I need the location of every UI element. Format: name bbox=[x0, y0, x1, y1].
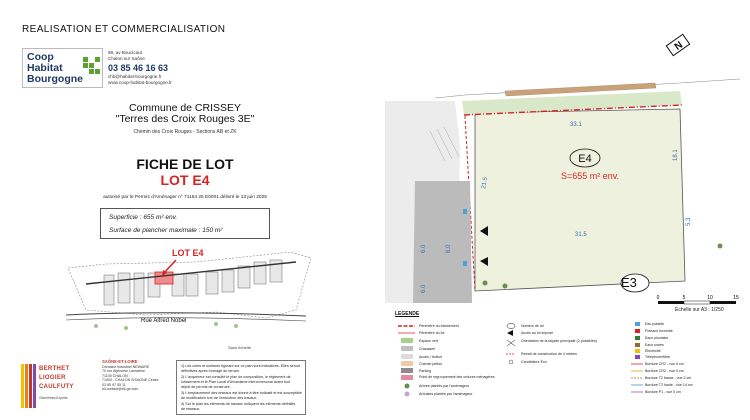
water-marker bbox=[463, 261, 467, 266]
lot-pointer-arrow bbox=[164, 260, 176, 273]
legend-item: Chemin piéton bbox=[419, 362, 443, 366]
legend-item: Arbustes plantés par l'aménageur bbox=[419, 392, 473, 396]
logo-line-2: Habitat bbox=[27, 62, 63, 74]
legend-item: Arbres plantés par l'aménageur bbox=[419, 384, 470, 388]
website: www.coop-habitat-bourgogne.fr bbox=[108, 80, 172, 85]
scale-tick: 10 bbox=[707, 295, 713, 301]
dim-left: 21.5 bbox=[481, 176, 489, 190]
legend-item: Eaux usées bbox=[645, 343, 664, 347]
surveyor-name-2: LIOGIER bbox=[39, 375, 66, 381]
note-line: 2) L'acquéreur est consulté le plan de composition, le règlement de bbox=[181, 375, 291, 379]
phone: 03 85 46 16 63 bbox=[108, 63, 169, 73]
logo-line-1: Coop bbox=[27, 51, 54, 63]
logo-grid-icon bbox=[83, 57, 100, 74]
plan-area: S=655 m² env. bbox=[560, 171, 620, 181]
note-line: 1) Les cotes et surfaces figurant sur ce plan sont indicatives. Elles seront bbox=[181, 364, 301, 368]
permis-line: autorisé par le Permis d'Aménager n° 71154 25 E0001 délivré le 13 juin 2025 bbox=[103, 195, 267, 200]
surveyor-logo bbox=[21, 360, 97, 415]
surveyor-tagline: Géomètres-Experts bbox=[39, 396, 68, 400]
legend-item: Bordure T3 haute - vue 14 cm bbox=[645, 383, 693, 387]
surveyor-address-line: 71100 CHALON bbox=[102, 373, 128, 378]
legend-item: Accès / trottoir bbox=[419, 355, 442, 359]
note-line: 3) L'emplacement des réseaux est donné à titre indicatif et est susceptible bbox=[181, 391, 302, 395]
note-line: dépôt de permis de construire. bbox=[181, 385, 231, 389]
dim-right-small: 5.3 bbox=[686, 217, 692, 226]
surveyor-address-title: SAÔNE-ET-LOIRE bbox=[102, 359, 138, 364]
dim-bottom: 31.5 bbox=[575, 232, 587, 238]
legend bbox=[393, 318, 750, 418]
surveyor-bars-icon bbox=[21, 364, 36, 408]
legend-item: Orientation de la façade principale (2 possibles) bbox=[521, 339, 597, 343]
note-line: de modification lors de l'exécution des travaux. bbox=[181, 396, 258, 400]
north-arrow-icon bbox=[666, 34, 690, 56]
neighbor-lot-label: E3 bbox=[621, 275, 637, 290]
legend-item: Eau potable bbox=[645, 322, 665, 326]
legend-item: Électricité bbox=[645, 349, 661, 353]
dim-right: 18.1 bbox=[673, 149, 679, 161]
superficie: Superficie : 655 m² env. bbox=[109, 214, 178, 221]
parking-dim: 6.0 bbox=[421, 284, 427, 293]
plan-lot-id: E4 bbox=[578, 153, 592, 165]
surveyor-name-3: CAULFUTY bbox=[39, 384, 74, 390]
lot-plan bbox=[385, 31, 740, 303]
location-lot-label: LOT E4 bbox=[172, 248, 204, 258]
dim-top: 33.1 bbox=[570, 122, 582, 128]
project-chemin: Chemin des Croix Rouges - Sections AB et ZK bbox=[133, 129, 237, 135]
legend-item: Périmètre du lotissement bbox=[419, 324, 459, 328]
surveyor-address-line: 03 85 97 55 11 bbox=[102, 382, 126, 387]
legend-item: Point de regroupement des ordures ménagères bbox=[419, 375, 495, 379]
promoter-contact bbox=[108, 48, 208, 90]
project-title bbox=[110, 103, 260, 125]
commune: Commune de CRISSEY bbox=[128, 102, 242, 114]
legend-item: Bordure CR2 - vue 0 cm bbox=[645, 369, 684, 373]
surveyor-address-line: bll.contact@bll-ge.com bbox=[102, 387, 139, 391]
surveyor-address-line: 71000 - CHALON S/SAONE Cedex bbox=[102, 378, 159, 382]
scale-tick: 15 bbox=[733, 295, 739, 301]
surveyor-address bbox=[102, 360, 170, 392]
note-line: 4) Sur le plan les éléments de travaux indiquent les éléments définitifs bbox=[181, 402, 296, 406]
scale-note: Sans échelle bbox=[228, 345, 251, 350]
legend-item: Bordure P1 - vue 0 cm bbox=[645, 390, 681, 394]
north-label: N bbox=[672, 39, 685, 53]
address-line-2: Chalon sur Saône bbox=[108, 56, 145, 61]
logo-line-3: Bourgogne bbox=[27, 73, 83, 85]
legend-item: Parking bbox=[419, 369, 432, 373]
water-marker bbox=[463, 209, 467, 214]
email: chb@habitat-bourgogne.fr bbox=[108, 74, 162, 79]
legend-item: Bordure T2 basse - vue 2 cm bbox=[645, 376, 692, 380]
legend-title: LEGENDE bbox=[395, 311, 420, 317]
lot-info-box bbox=[100, 208, 270, 239]
legend-item: Eaux pluviales bbox=[645, 336, 669, 340]
legend-item: Candélabre Éco bbox=[521, 360, 547, 364]
promoter-logo bbox=[22, 48, 103, 88]
surveyor-address-line: Domaine industriel NEWAIRE bbox=[102, 364, 150, 369]
scale-tick: 0 bbox=[656, 295, 660, 301]
note-line: lotissement et le Plan Local d'Urbanisme intercommunal avant tout bbox=[181, 380, 290, 384]
plancher: Surface de plancher maximale : 150 m² bbox=[109, 227, 223, 234]
parking-dim: 6.0 bbox=[446, 244, 452, 253]
notes-box bbox=[176, 360, 306, 415]
scale-label: Échelle sur A3 : 1/250 bbox=[675, 307, 724, 313]
project-name: "Terres des Croix Rouges 3E" bbox=[115, 113, 255, 125]
street-line bbox=[66, 313, 306, 316]
lot-e4-area bbox=[475, 109, 685, 291]
sheet-title: FICHE DE LOT bbox=[136, 156, 234, 172]
legend-item: Poteaux Incendie bbox=[645, 329, 673, 333]
surveyor-address-line: 70 rue Alphonse Lamartine bbox=[102, 369, 145, 373]
legend-item: Espace vert bbox=[419, 339, 438, 343]
surveyor-name-1: BERTHET bbox=[39, 366, 70, 372]
lot-title: LOT E4 bbox=[160, 172, 210, 188]
legend-swatches bbox=[393, 318, 750, 418]
header-title: REALISATION ET COMMERCIALISATION bbox=[22, 24, 226, 35]
legend-item: Numéro de lot bbox=[521, 324, 544, 328]
note-line: de réseaux. bbox=[181, 407, 201, 411]
legend-item: Téléphone/fibre bbox=[645, 355, 670, 359]
legend-item: Périmètre du lot bbox=[419, 331, 445, 335]
legend-item: Accès au lot imposé bbox=[521, 331, 554, 335]
scale-tick: 5 bbox=[682, 295, 686, 301]
legend-item: Bordure CR2 - vue 6 cm bbox=[645, 362, 684, 366]
legend-item: Retrait de construction de 4 mètres bbox=[521, 352, 577, 356]
parking-dim: 6.0 bbox=[421, 244, 427, 253]
address-line-1: 69, av Boucicaut bbox=[108, 50, 142, 55]
street-name: Rue Alfred Nobel bbox=[141, 318, 187, 324]
legend-item: Chaussée bbox=[419, 347, 436, 351]
note-line: définitives après bornage du terrain. bbox=[181, 369, 240, 373]
